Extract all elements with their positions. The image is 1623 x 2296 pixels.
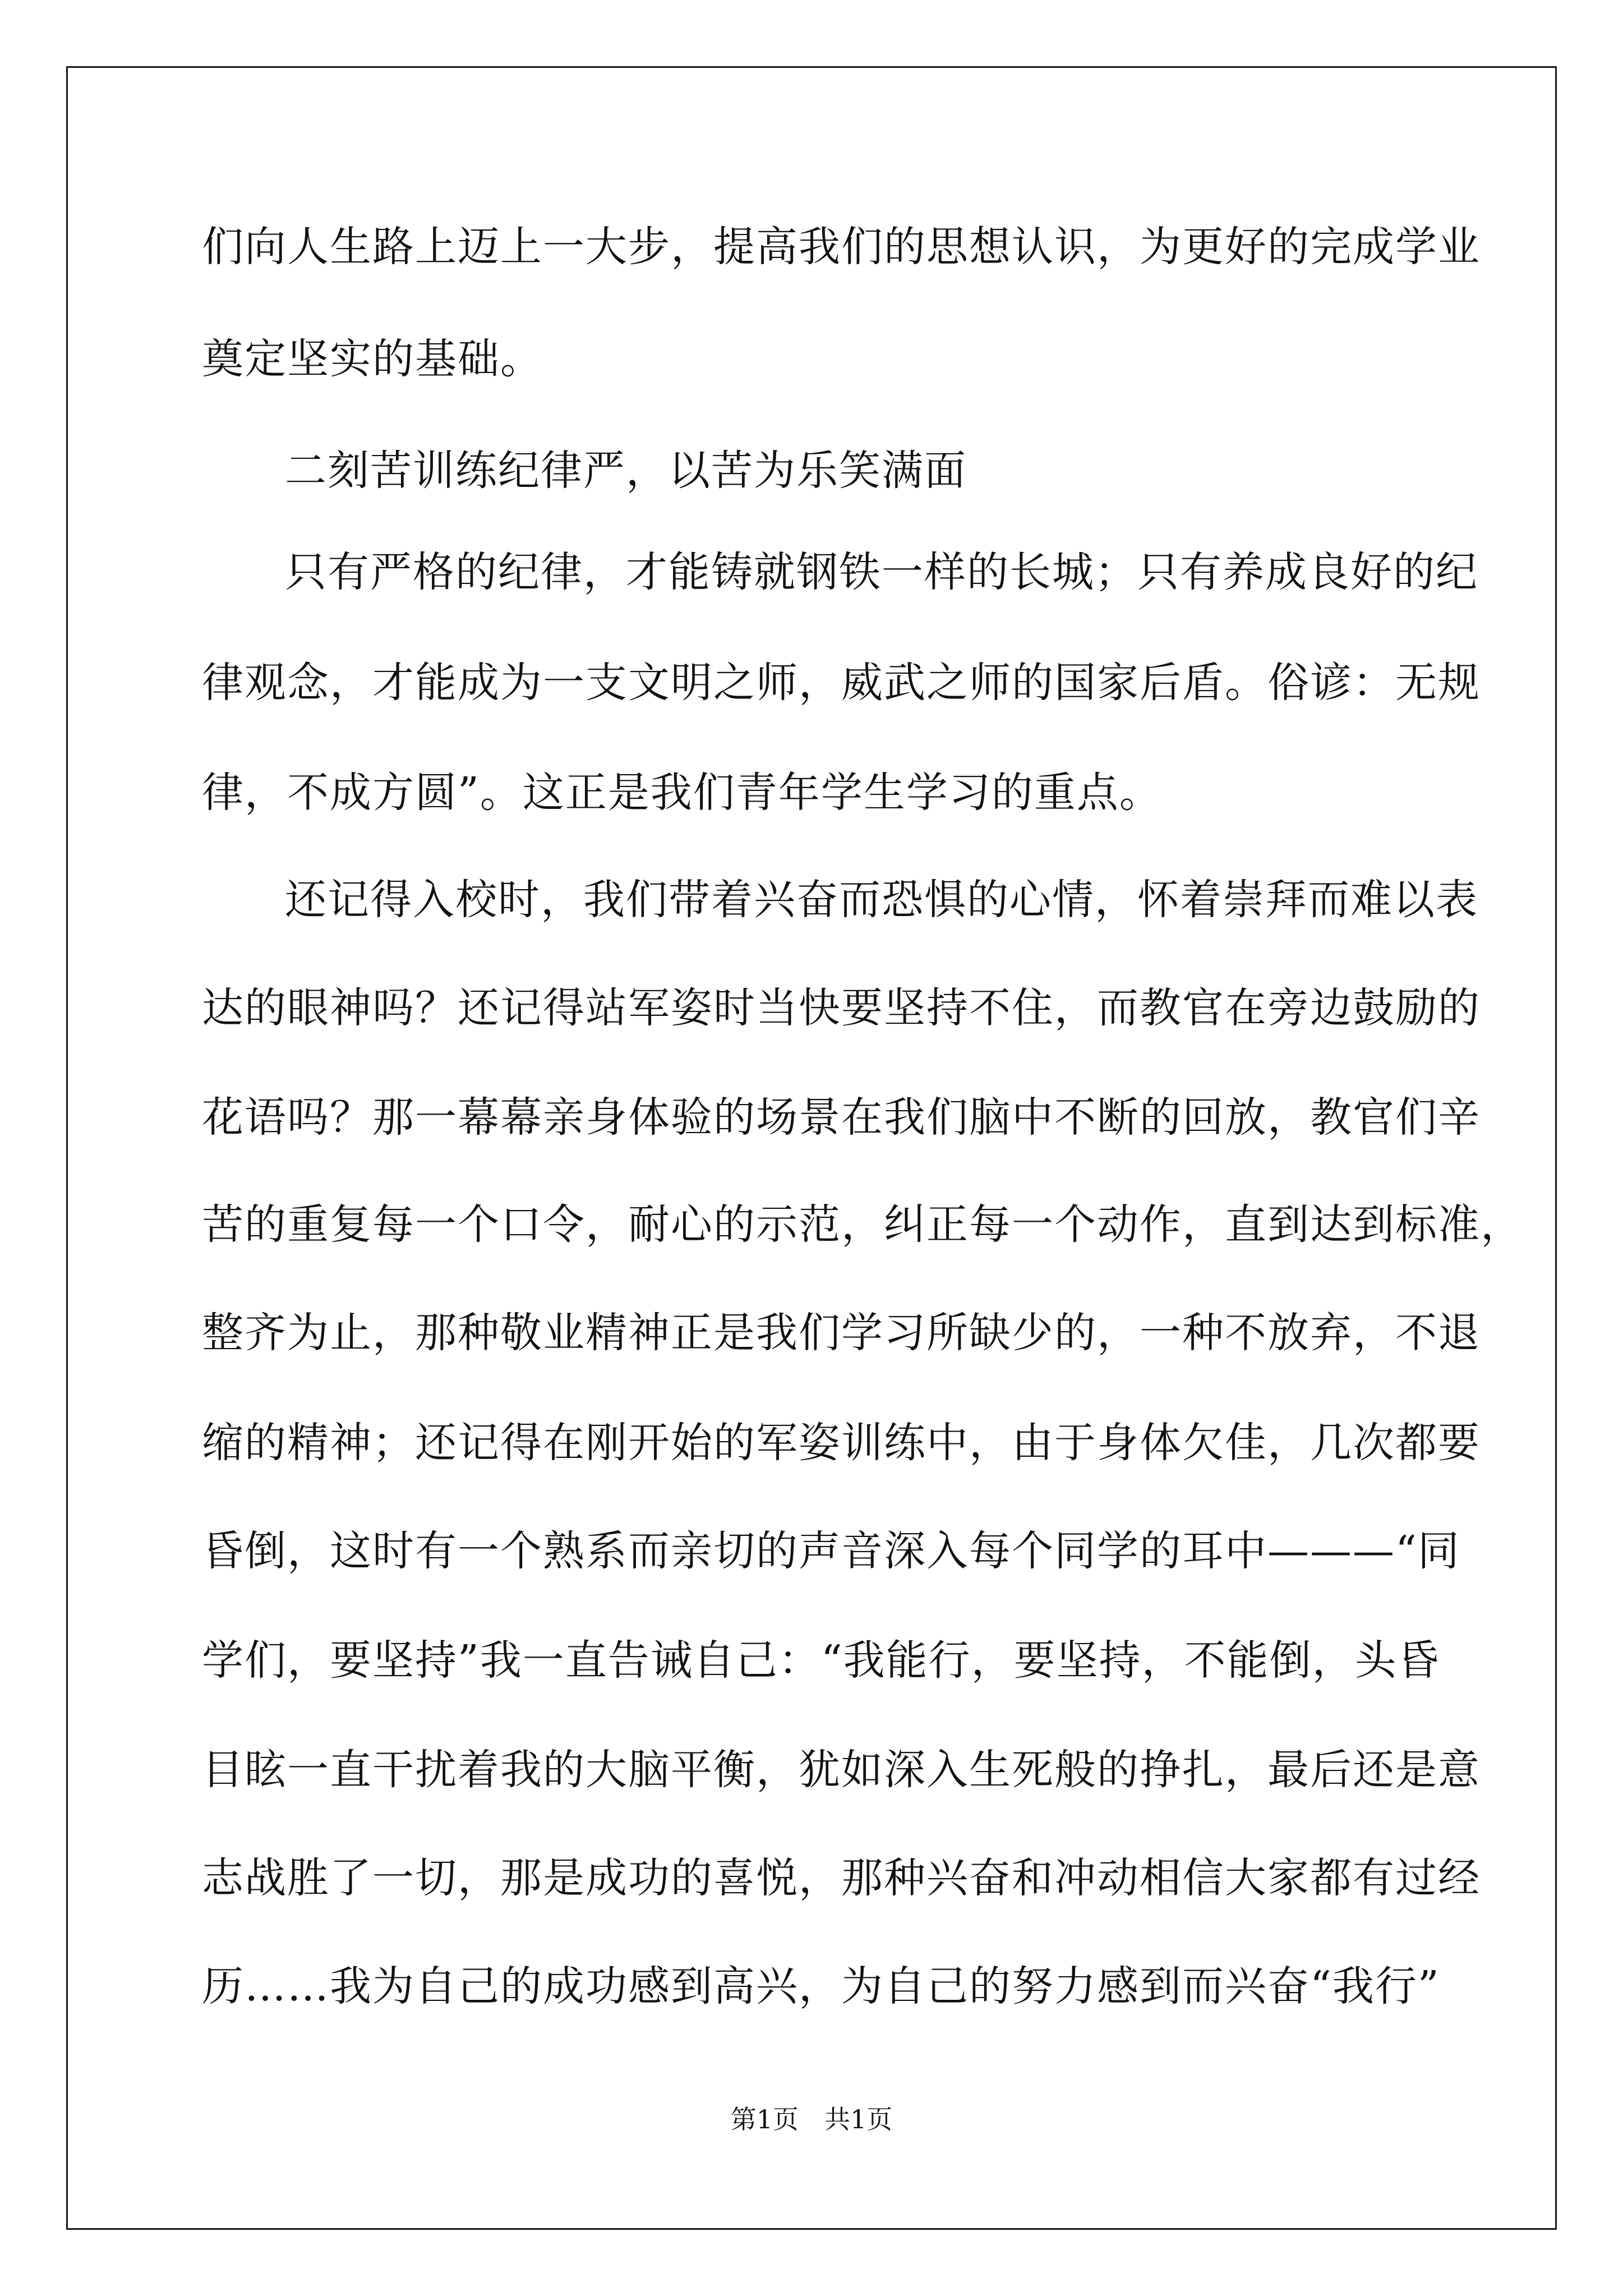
text-line: 目眩一直干扰着我的大脑平衡，犹如深入生死般的挣扎，最后还是意: [202, 1746, 1481, 1794]
text-line: 昏倒，这时有一个熟系而亲切的声音深入每个同学的耳中———“同: [202, 1527, 1460, 1575]
text-line: 奠定坚实的基础。: [202, 335, 543, 383]
text-line: 花语吗？那一幕幕亲身体验的场景在我们脑中不断的回放，教官们辛: [202, 1093, 1481, 1142]
text-line: 律观念，才能成为一支文明之师，威武之师的国家后盾。俗谚：无规: [202, 659, 1481, 707]
text-line: 达的眼神吗？还记得站军姿时当快要坚持不住，而教官在旁边鼓励的: [202, 984, 1481, 1032]
text-line: 志战胜了一切，那是成功的喜悦，那种兴奋和冲动相信大家都有过经: [202, 1854, 1481, 1902]
text-line: 只有严格的纪律，才能铸就钢铁一样的长城；只有养成良好的纪: [285, 548, 1478, 596]
text-line: 学们，要坚持”我一直告诫自己：“我能行，要坚持，不能倒，头昏: [202, 1636, 1440, 1685]
text-line: 还记得入校时，我们带着兴奋而恐惧的心情，怀着崇拜而难以表: [285, 876, 1478, 924]
text-line: 历……我为自己的成功感到高兴，为自己的努力感到而兴奋“我行”: [202, 1962, 1440, 2010]
text-line: 缩的精神；还记得在刚开始的军姿训练中，由于身体欠佳，几次都要: [202, 1419, 1481, 1467]
text-line: 整齐为止，那种敬业精神正是我们学习所缺少的，一种不放弃，不退: [202, 1309, 1481, 1357]
section-heading: 二刻苦训练纪律严，以苦为乐笑满面: [285, 447, 967, 495]
page-number-footer: 第1页 共1页: [730, 2104, 893, 2134]
text-line: 律，不成方圆”。这正是我们青年学生学习的重点。: [202, 769, 1162, 817]
text-line: 们向人生路上迈上一大步，提高我们的思想认识，为更好的完成学业: [202, 223, 1481, 271]
text-line: 苦的重复每一个口令，耐心的示范，纠正每一个动作，直到达到标准，: [202, 1200, 1523, 1249]
